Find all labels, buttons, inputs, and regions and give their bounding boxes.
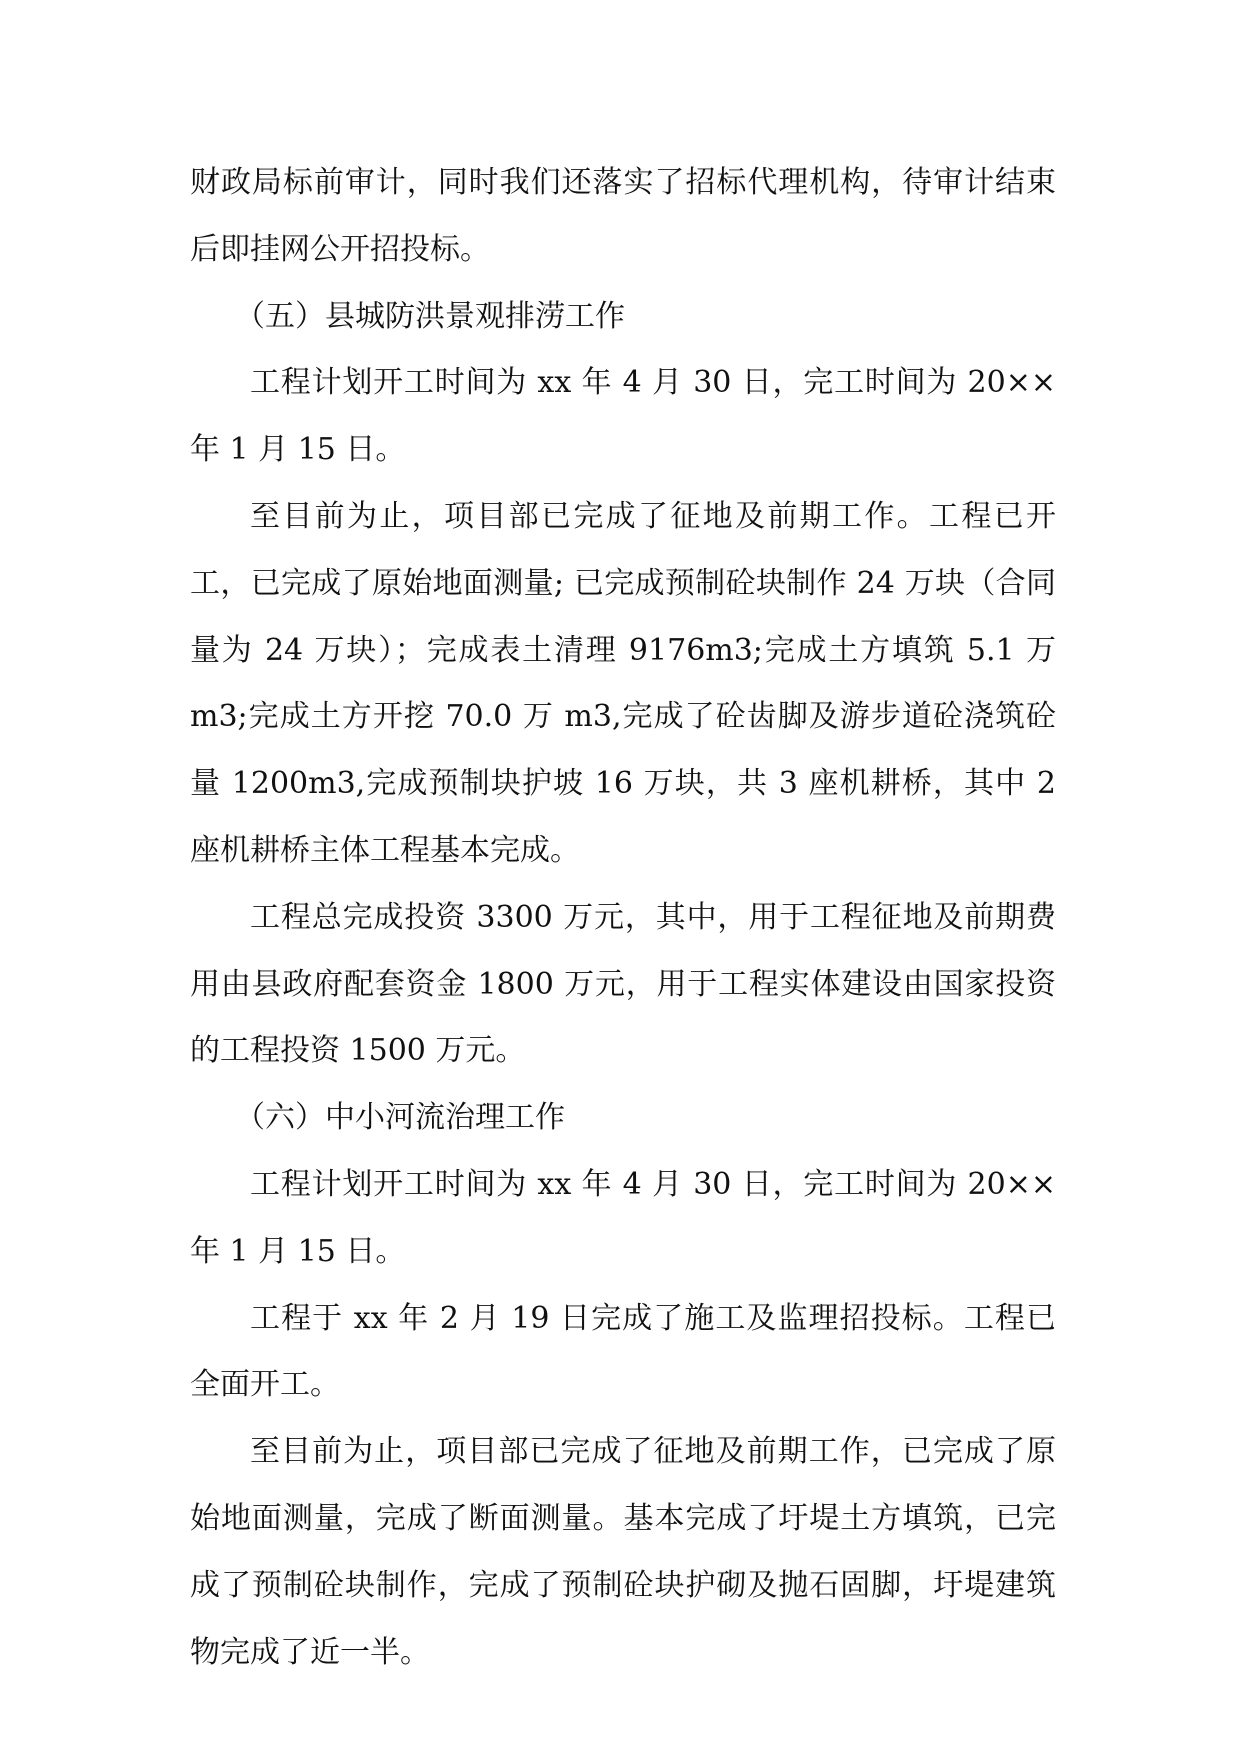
- section-heading-5: （五）县城防洪景观排涝工作: [235, 298, 625, 334]
- paragraph-continued: 财政局标前审计，同时我们还落实了招标代理机构，待审计结束后即挂网公开招投标。: [190, 165, 1056, 267]
- paragraph-schedule-6: 工程计划开工时间为 xx 年 4 月 30 日，完工时间为 20××年 1 月 15 日。: [190, 1166, 1056, 1269]
- paragraph-progress-5: 至目前为止，项目部已完成了征地及前期工作。工程已开工，已完成了原始地面测量; 已完成预制砼块制作 24 万块（合同量为 24 万块）；完成表土清理 9176m3;完成土方填筑 5.1 万 m3;完成土方开挖 70.0 万 m3,完成了砼齿脚及游步道砼浇筑砼量 1200m3,完成预制块护坡 16 万块，共 3 座机耕桥，其中 2 座机耕桥主体工程基本完成。: [190, 498, 1066, 868]
- paragraph-bidding-6: 工程于 xx 年 2 月 19 日完成了施工及监理招投标。工程已全面开工。: [190, 1300, 1056, 1403]
- paragraph-progress-6: 至目前为止，项目部已完成了征地及前期工作，已完成了原始地面测量，完成了断面测量。基本完成了圩堤土方填筑，已完成了预制砼块制作，完成了预制砼块护砌及抛石固脚，圩堤建筑物完成了近一半。: [190, 1434, 1056, 1670]
- paragraph-investment-5: 工程总完成投资 3300 万元，其中，用于工程征地及前期费用由县政府配套资金 1800 万元，用于工程实体建设由国家投资的工程投资 1500 万元。: [190, 899, 1056, 1069]
- section-heading-6: （六）中小河流治理工作: [235, 1100, 565, 1136]
- paragraph-schedule-5: 工程计划开工时间为 xx 年 4 月 30 日，完工时间为 20××年 1 月 15 日。: [190, 365, 1056, 468]
- document-body: [190, 150, 1066, 1686]
